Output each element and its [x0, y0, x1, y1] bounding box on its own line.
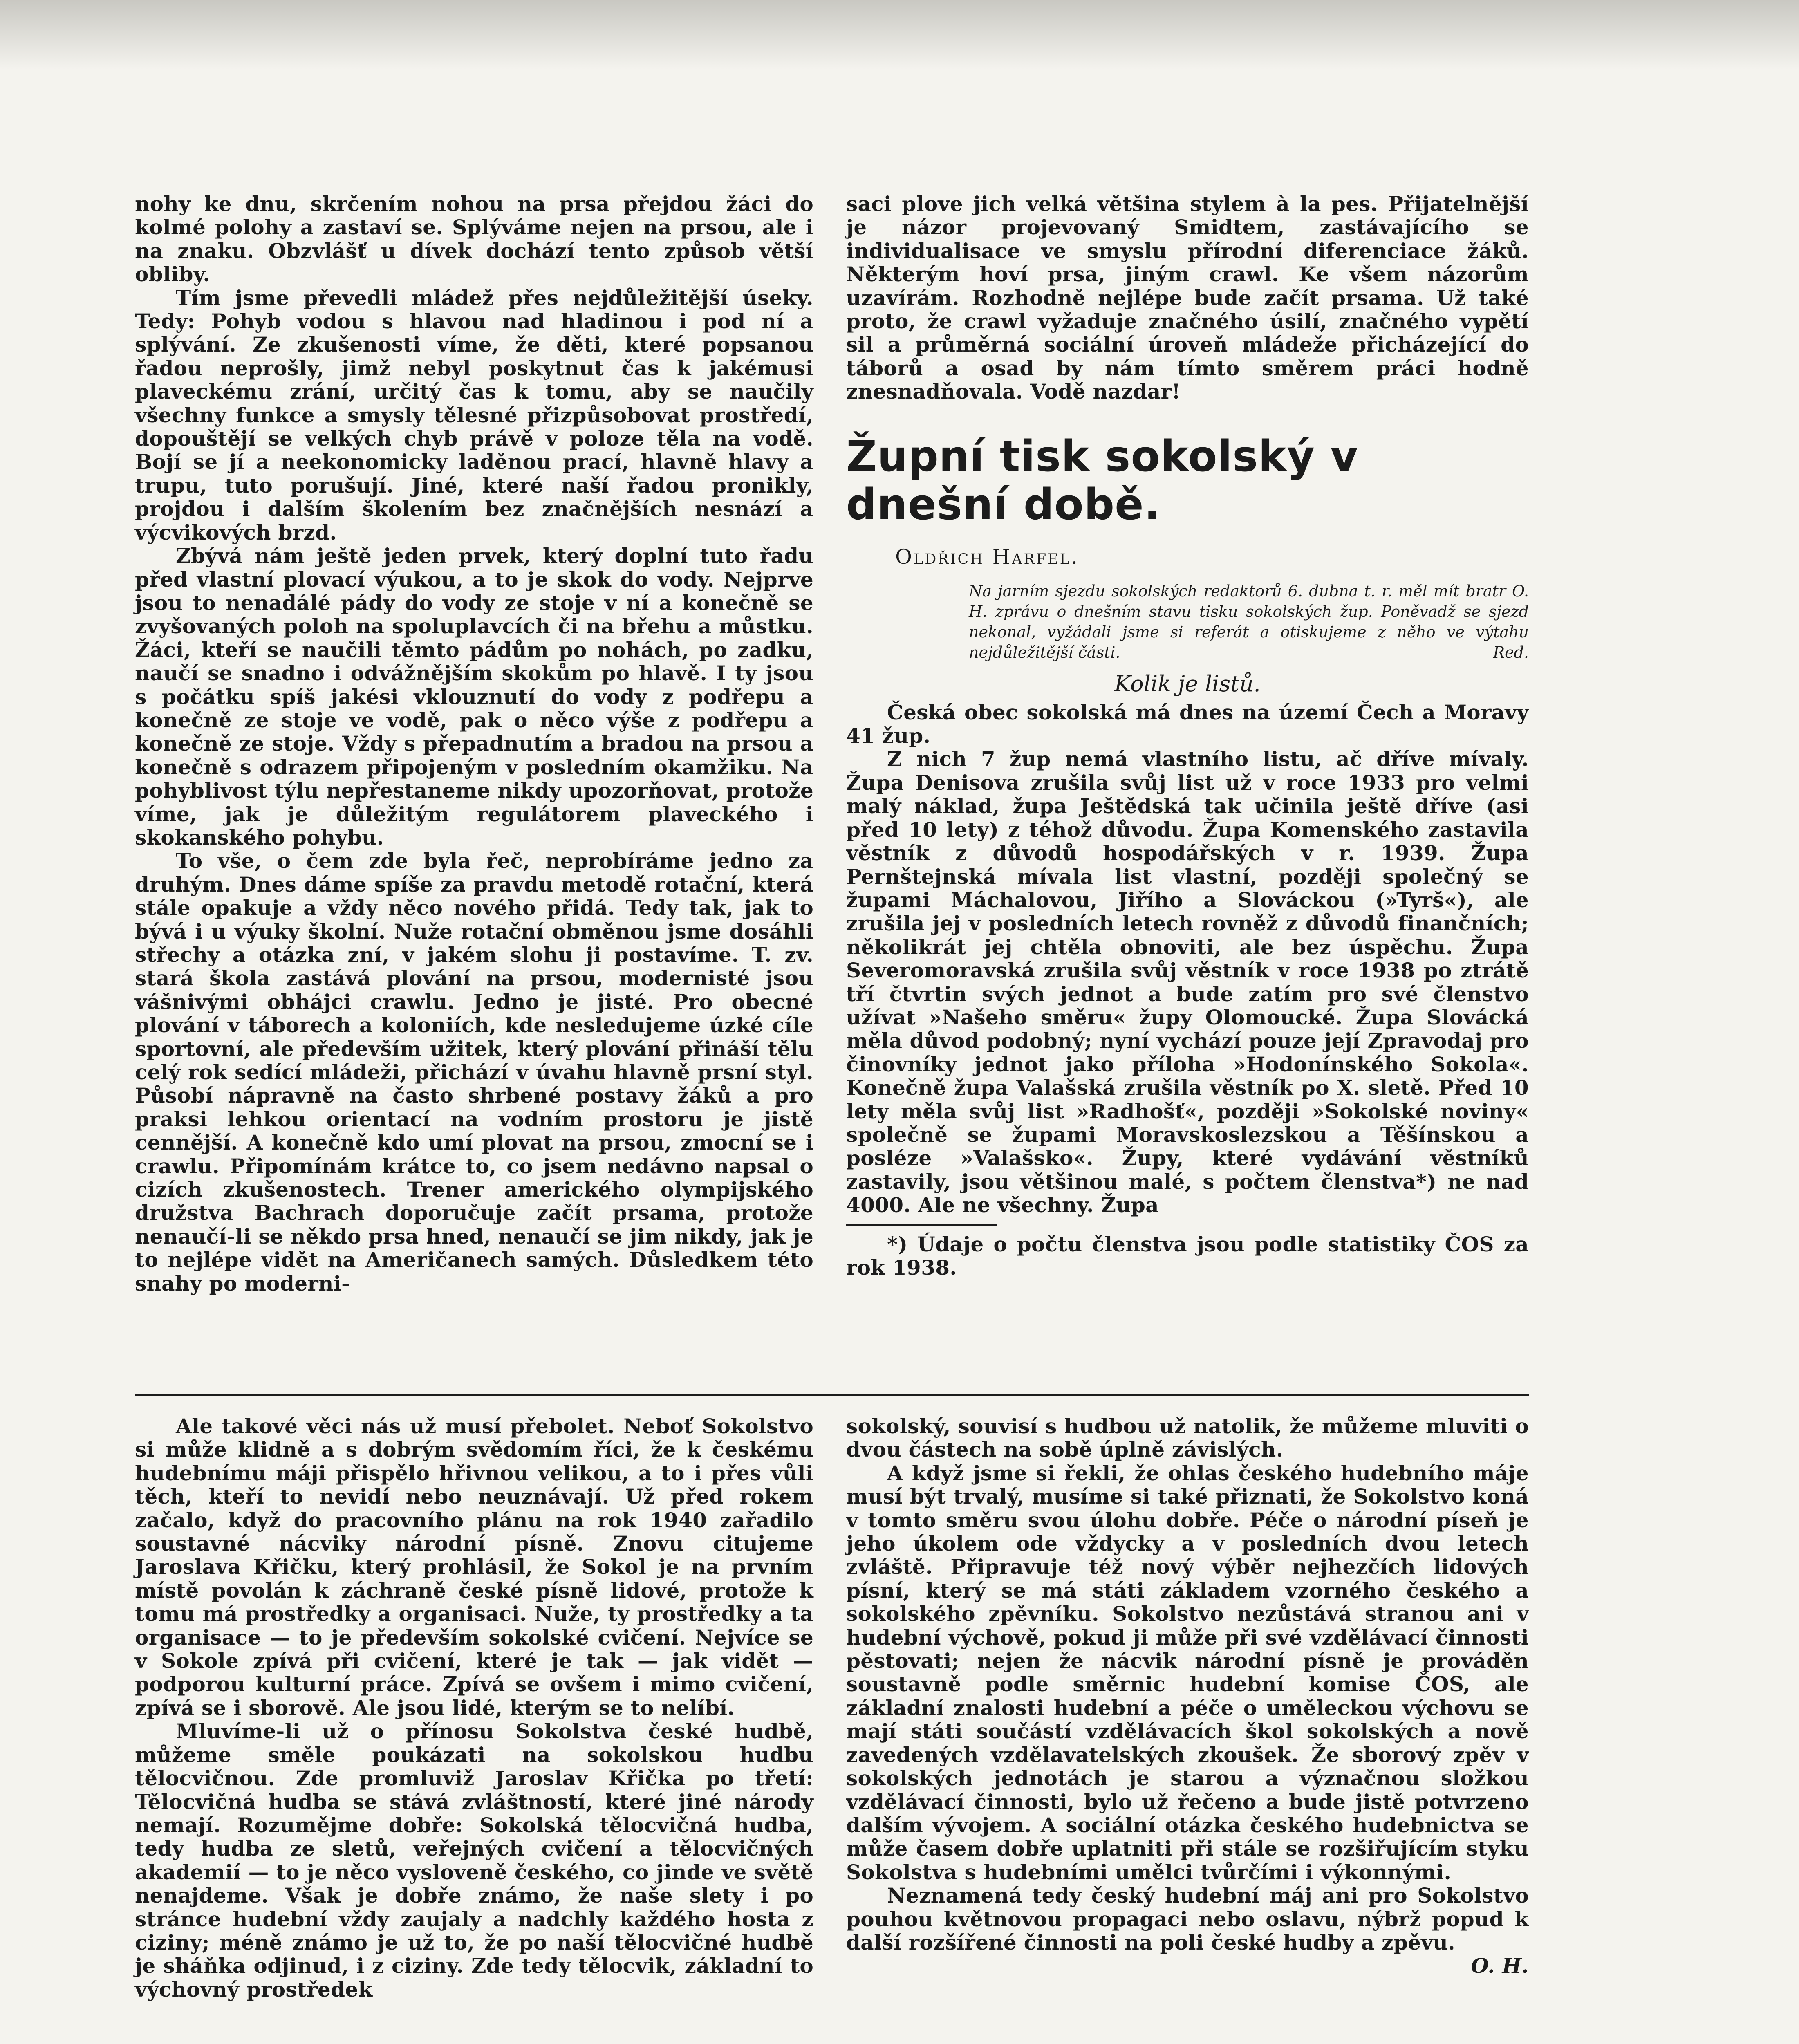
paragraph: Česká obec sokolská má dnes na území Čech a Moravy 41 žup.: [846, 700, 1529, 748]
column-3: [135, 1414, 813, 2001]
author-signature: O. H.: [1471, 1954, 1529, 1978]
section-divider: [135, 1394, 1529, 1396]
article-headline: Župní tisk sokolský v dnešní době.: [846, 431, 1359, 529]
column-2: [846, 192, 1529, 1279]
paragraph: [846, 1883, 1529, 1978]
editorial-note-text: Na jarním sjezdu sokolských redaktorů 6. dubna t. r. měl mít bratr O. H. zprávu o dnešním stavu tisku sokolských žup. Poněvadž se sjezd nekonal, vyžádali jsme si referát a otiskujeme z něho ve výtahu nejdůležitější části.: [969, 582, 1529, 661]
paragraph: Ale takové věci nás už musí přebolet. Neboť Sokolstvo si může klidně a s dobrým svědomím říci, že k českému hudebnímu máji přispělo hřivnou velikou, a to i přes vůli těch, kteří to nevidí nebo neuznávají. Už před rokem začalo, když do pracovního plánu na rok 1940 zařadilo soustavné nácviky národní písně. Znovu citujeme Jaroslava Křičku, který prohlásil, že Sokol je na prvním místě povolán k záchraně české písně lidové, protože k tomu má prostředky a organisaci. Nuže, ty prostředky a ta organisace — to je především sokolské cvičení. Nejvíce se v Sokole zpívá při cvičení, které je tak — jak vidět — podporou kulturní práce. Zpívá se ovšem i mimo cvičení, zpívá se i sborově. Ale jsou lidé, kterým se to nelíbí.: [135, 1414, 813, 1720]
paragraph: A když jsme si řekli, že ohlas českého hudebního máje musí být trvalý, musíme si také přiznati, že Sokolstvo koná v tomto směru svou úlohu dobře. Péče o národní píseň je jeho úkolem ode vždycky a v posledních dvou letech zvláště. Připravuje též nový výběr nejhezčích lidových písní, který se má státi základem vzorného českého a sokolského zpěvníku. Sokolstvo nezůstává stranou ani v hudební výchově, pokud ji může při své vzdělávací činnosti pěstovati; nejen že nácvik národní písně je prováděn soustavně podle směrnic hudební komise ČOS, ale základní znalosti hudební a péče o uměleckou výchovu se mají státi součástí vzdělávacích škol sokolských a nově zavedených vzdělavatelských zkoušek. Že sborový zpěv v sokolských jednotách je starou a význačnou složkou vzdělávací činnosti, bylo už řečeno a bude jistě potvrzeno dalším vývojem. A sociální otázka českého hudebnictva se může časem dobře uplatniti při stále se rozšiřujícím styku Sokolstva s hudebními umělci tvůrčími i výkonnými.: [846, 1461, 1529, 1884]
scan-shadow: [0, 0, 1799, 69]
paragraph: To vše, o čem zde byla řeč, neprobíráme jedno za druhým. Dnes dáme spíše za pravdu metodě rotační, která stále opakuje a vždy něco nového přidá. Tedy tak, jak to bývá i u výuky školní. Nuže rotační obměnou jsme dosáhli střechy a otázka zní, v jakém slohu ji postavíme. T. zv. stará škola zastává plování na prsou, modernisté jsou vášnivými obhájci crawlu. Jedno je jisté. Pro obecné plování v táborech a koloniích, kde nesledujeme úzké cíle sportovní, ale především užitek, který plování přináší tělu celý rok sedící mládeži, přichází v úvahu hlavně prsní styl. Působí nápravně na často shrbené postavy žáků a pro praksi lehkou orientací na vodním prostoru je jistě cennější. A konečně kdo umí plovat na prsou, zmocní se i crawlu. Připomínám krátce to, co jsem nedávno napsal o cizích zkušenostech. Trener amerického olympijského družstva Bachrach doporučuje začít prsama, protože nenaučí-li se někdo prsa hned, nenaučí se jim nikdy, jak je to nejlépe vidět na Američanech samých. Důsledkem této snahy po moderni-: [135, 849, 813, 1295]
paragraph: nohy ke dnu, skrčením nohou na prsa přejdou žáci do kolmé polohy a zastaví se. Splýváme nejen na prsou, ale i na znaku. Obzvlášť u dívek dochází tento způsob větší obliby.: [135, 192, 813, 287]
footnote-divider: [846, 1224, 997, 1226]
paragraph: sokolský, souvisí s hudbou už natolik, že můžeme mluviti o dvou částech na sobě úplně závislých.: [846, 1414, 1529, 1462]
column-1: [135, 192, 813, 1295]
paragraph: Tím jsme převedli mládež přes nejdůležitější úseky. Tedy: Pohyb vodou s hlavou nad hladinou i pod ní a splývání. Ze zkušenosti víme, že děti, které popsanou řadou neprošly, jimž nebyl poskytnut čas k jakémusi plaveckému zrání, určitý čas k tomu, aby se naučily všechny funkce a smysly tělesné přizpůsobovat prostředí, dopouštějí se velkých chyb právě v poloze těla na vodě. Bojí se jí a neekonomicky laděnou prací, hlavně hlavy a trupu, tuto porušují. Jiné, které naší řadou pronikly, projdou i dalším školením bez značnějších nesnází a výcvikových brzd.: [135, 285, 813, 545]
editorial-note: [969, 581, 1529, 663]
column-4: [846, 1414, 1529, 1978]
paragraph: Zbývá nám ještě jeden prvek, který doplní tuto řadu před vlastní plovací výukou, a to je skok do vody. Nejprve jsou to nenadálé pády do vody ze stoje v ní a konečně se zvyšovaných poloh na spoluplavcích či na břehu a můstku. Žáci, kteří se naučili těmto pádům po nohách, po zadku, naučí se snadno i odvážnějším skokům po hlavě. I ty jsou s počátku spíš jakési vklouznutí do vody z podřepu a konečně ze stoje ve vodě, pak o něco výše z podřepu a konečně ze stoje. Vždy s přepadnutím a bradou na prsou a konečně s odrazem připojeným v posledním okamžiku. Na pohyblivost týlu nepřestaneme nikdy upozorňovat, protože víme, jak je důležitým regulátorem plaveckého i skokanského pohybu.: [135, 544, 813, 849]
paragraph-text: Neznamená tedy český hudební máj ani pro Sokolstvo pouhou květnovou propagaci nebo oslavu, nýbrž popud k další rozšířené činnosti na poli české hudby a zpěvu.: [846, 1883, 1529, 1954]
footnote: *) Údaje o počtu členstva jsou podle statistiky ČOS za rok 1938.: [846, 1232, 1529, 1280]
paragraph: Mluvíme-li už o přínosu Sokolstva české hudbě, můžeme směle poukázati na sokolskou hudbu tělocvičnou. Zde promluviž Jaroslav Křička po třetí: Tělocvičná hudba se stává zvláštností, které jiné národy nemají. Rozumějme dobře: Sokolská tělocvičná hudba, tedy hudba ze sletů, veřejných cvičení a tělocvičných akademií — to je něco vysloveně českého, co jinde ve světě nenajdeme. Však je dobře známo, že naše slety i po stránce hudební vždy zaujaly a nadchly každého hosta z ciziny; méně známo je už to, že po naší tělocvičné hudbě je sháňka odjinud, i z ciziny. Zde tedy tělocvik, základní to výchovný prostředek: [135, 1719, 813, 2001]
paragraph: saci plove jich velká většina stylem à la pes. Přijatelnější je názor projevovaný Smidtem, zastávajícího se individualisace ve smyslu přírodní diferenciace žáků. Některým hoví prsa, jiným crawl. Ke všem názorům uzavírám. Rozhodně nejlépe bude začít prsama. Už také proto, že crawl vyžaduje značného úsilí, značného vypětí sil a průměrná sociální úroveň mládeže přicházející do táborů a osad by nám tímto směrem práci hodně znesnadňovala. Vodě nazdar!: [846, 192, 1529, 404]
paragraph: Z nich 7 žup nemá vlastního listu, ač dříve mívaly. Župa Denisova zrušila svůj list už v roce 1933 pro velmi malý náklad, župa Ještědská tak učinila ještě dříve (asi před 10 lety) z téhož důvodu. Župa Komenského zastavila věstník z důvodů hospodářských v r. 1939. Župa Pernštejnská mívala list vlastní, později společný se župami Máchalovou, Jiřího a Slováckou (»Tyrš«), ale zrušila jej v posledních letech rovněž z důvodů finančních; několikrát jej chtěla obnoviti, ale bez úspěchu. Župa Severomoravská zrušila svůj věstník v roce 1938 po ztrátě tří čtvrtin svých jednot a bude zatím pro své členstvo užívat »Našeho směru« župy Olomoucké. Župa Slovácká měla důvod podobný; nyní vychází pouze její Zpravodaj pro činovníky jednot jako příloha »Hodonínského Sokola«. Konečně župa Valašská zrušila věstník po X. sletě. Před 10 lety měla svůj list »Radhošť«, později »Sokolské noviny« společně se župami Moravskoslezskou a Těšínskou a posléze »Valašsko«. Župy, které vydávání věstníků zastavily, jsou většinou malé, s počtem členstva*) ne nad 4000. Ale ne všechny. Župa: [846, 747, 1529, 1217]
editorial-signature: Red.: [1493, 643, 1529, 661]
section-subhead: Kolik je listů.: [1114, 670, 1261, 697]
article-author: Oldřich Harfel.: [895, 545, 1079, 569]
